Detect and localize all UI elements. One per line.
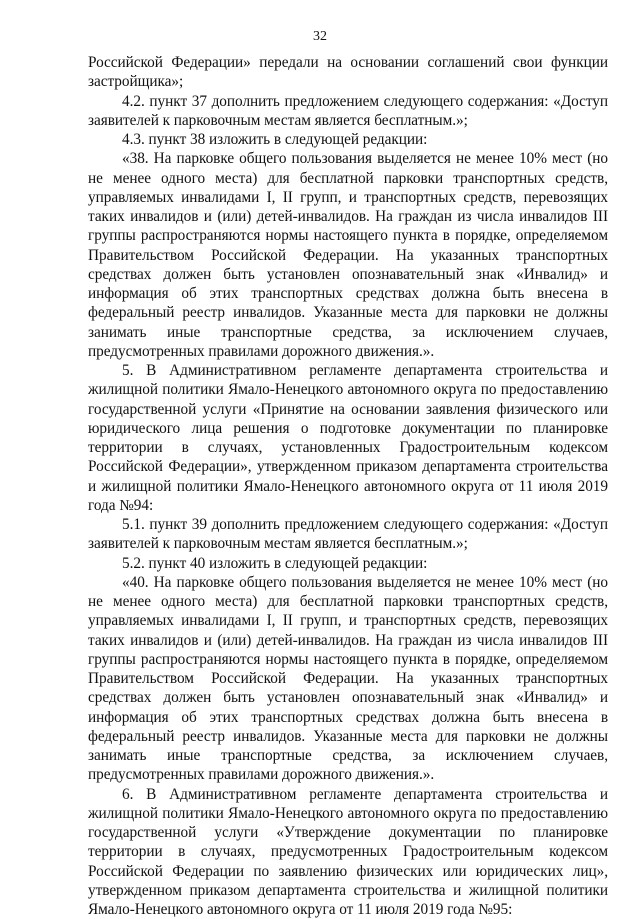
paragraph-intro-continuation: Российской Федерации» передали на основании соглашений свои функции застройщика»; bbox=[88, 53, 608, 92]
paragraph-5: 5. В Административном регламенте департамента строительства и жилищной политики Ямало-Ненецкого автономного округа по предоставлению государственной услуги «Принятие на основании заявления физического или юридического лица решения о подготовке документации по планировке территории в случаях, установленных Градостроительным кодексом Российской Федерации», утвержденном приказом департамента строительства и жилищной политики Ямало-Ненецкого автономного округа от 11 июля 2019 года №94: bbox=[88, 361, 608, 515]
paragraph-quote-40: «40. На парковке общего пользования выделяется не менее 10% мест (но не менее одного места) для бесплатной парковки транспортных средств, управляемых инвалидами I, II групп, и транспортных средств, перевозящих таких инвалидов и (или) детей-инвалидов. На граждан из числа инвалидов III группы распространяются нормы настоящего пункта в порядке, определяемом Правительством Российской Федерации. На указанных транспортных средствах должен быть установлен опознавательный знак «Инвалид» и информация об этих транспортных средствах должна быть внесена в федеральный реестр инвалидов. Указанные места для парковки не должны занимать иные транспортные средства, за исключением случаев, предусмотренных правилами дорожного движения.». bbox=[88, 573, 608, 785]
paragraph-5-2: 5.2. пункт 40 изложить в следующей редакции: bbox=[88, 554, 608, 573]
paragraph-4-3: 4.3. пункт 38 изложить в следующей редакции: bbox=[88, 130, 608, 149]
paragraph-4-2: 4.2. пункт 37 дополнить предложением следующего содержания: «Доступ заявителей к парковочным местам является бесплатным.»; bbox=[88, 92, 608, 131]
paragraph-5-1: 5.1. пункт 39 дополнить предложением следующего содержания: «Доступ заявителей к парковочным местам является бесплатным.»; bbox=[88, 515, 608, 554]
page-number: 32 bbox=[0, 28, 640, 46]
paragraph-6: 6. В Административном регламенте департамента строительства и жилищной политики Ямало-Ненецкого автономного округа по предоставлению государственной услуги «Утверждение документации по планировке территории в случаях, предусмотренных Градостроительным кодексом Российской Федерации по заявлению физических или юридических лиц», утвержденном приказом департамента строительства и жилищной политики Ямало-Ненецкого автономного округа от 11 июля 2019 года №95: bbox=[88, 785, 608, 919]
document-body bbox=[88, 53, 608, 919]
paragraph-quote-38: «38. На парковке общего пользования выделяется не менее 10% мест (но не менее одного места) для бесплатной парковки транспортных средств, управляемых инвалидами I, II групп, и транспортных средств, перевозящих таких инвалидов и (или) детей-инвалидов. На граждан из числа инвалидов III группы распространяются нормы настоящего пункта в порядке, определяемом Правительством Российской Федерации. На указанных транспортных средствах должен быть установлен опознавательный знак «Инвалид» и информация об этих транспортных средствах должна быть внесена в федеральный реестр инвалидов. Указанные места для парковки не должны занимать иные транспортные средства, за исключением случаев, предусмотренных правилами дорожного движения.». bbox=[88, 149, 608, 361]
